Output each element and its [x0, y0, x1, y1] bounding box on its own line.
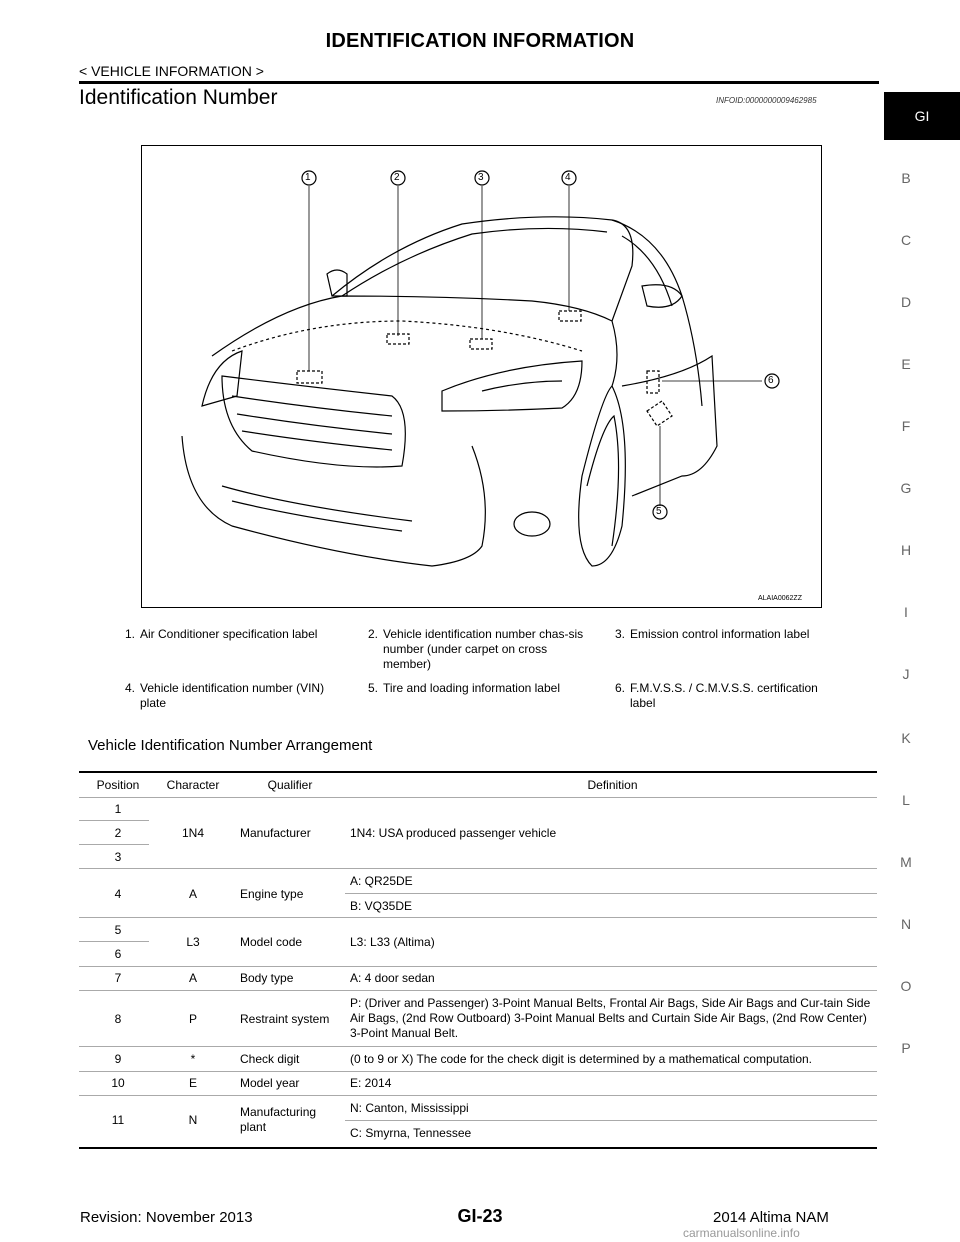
row-divider	[79, 917, 877, 918]
character-cell: A	[188, 887, 197, 901]
callout-6: 6	[768, 375, 774, 386]
character-cell: 1N4	[181, 826, 204, 840]
footer-model: 2014 Altima NAM	[713, 1209, 829, 1226]
row-divider	[345, 893, 877, 894]
definition-cell: L3: L33 (Altima)	[350, 935, 435, 949]
legend-item: 3. Emission control information label	[615, 627, 810, 641]
tab-gi[interactable]: GI	[884, 92, 960, 140]
footer-revision: Revision: November 2013	[80, 1209, 253, 1226]
callout-1: 1	[305, 172, 311, 183]
qualifier-cell: Restraint system	[240, 1012, 330, 1026]
definition-cell: A: QR25DE	[350, 874, 413, 888]
page-title: IDENTIFICATION INFORMATION	[325, 30, 635, 52]
col-header-qualifier: Qualifier	[267, 778, 313, 792]
callout-2: 2	[394, 172, 400, 183]
table-bottom-rule	[79, 1147, 877, 1149]
definition-cell: A: 4 door sedan	[350, 971, 435, 985]
definition-cell: B: VQ35DE	[350, 899, 413, 913]
row-divider	[79, 990, 877, 991]
position-cell: 5	[114, 923, 122, 937]
vehicle-diagram	[141, 145, 822, 608]
row-divider	[79, 966, 877, 967]
legend-item: 5. Tire and loading information label	[368, 681, 560, 695]
position-cell: 10	[111, 1076, 125, 1090]
qualifier-cell: Check digit	[240, 1052, 300, 1066]
tab-l[interactable]: L	[902, 792, 910, 808]
row-divider	[79, 820, 149, 821]
tab-b[interactable]: B	[901, 170, 911, 186]
character-cell: E	[188, 1076, 197, 1090]
row-divider	[79, 1095, 877, 1096]
character-cell: L3	[186, 935, 200, 949]
character-cell: A	[188, 971, 197, 985]
position-cell: 9	[114, 1052, 122, 1066]
definition-cell: 1N4: USA produced passenger vehicle	[350, 826, 557, 840]
qualifier-cell: Manufacturer	[240, 826, 311, 840]
row-divider	[79, 868, 877, 869]
col-header-character: Character	[166, 778, 220, 792]
position-cell: 11	[111, 1113, 125, 1127]
tab-j[interactable]: J	[902, 666, 910, 682]
position-cell: 3	[114, 850, 122, 864]
position-cell: 2	[114, 826, 122, 840]
callout-5: 5	[656, 506, 662, 517]
table-top-rule	[79, 771, 877, 773]
col-header-definition: Definition	[587, 778, 638, 792]
character-cell: N	[188, 1113, 198, 1127]
tab-m[interactable]: M	[900, 854, 912, 870]
breadcrumb: < VEHICLE INFORMATION >	[79, 63, 264, 79]
qualifier-cell: Model code	[240, 935, 303, 949]
definition-cell: (0 to 9 or X) The code for the check digit is determined by a mathematical computation.	[350, 1052, 813, 1066]
car-line-drawing	[142, 146, 821, 607]
row-divider	[79, 797, 877, 798]
row-divider	[79, 844, 149, 845]
tab-h[interactable]: H	[900, 542, 912, 558]
row-divider	[79, 1071, 877, 1072]
legend-item: 1. Air Conditioner specification label	[125, 627, 318, 641]
definition-cell: C: Smyrna, Tennessee	[350, 1126, 472, 1140]
legend-item: 4. Vehicle identification number (VIN) plate	[125, 681, 325, 710]
definition-cell: E: 2014	[350, 1076, 392, 1090]
tab-k[interactable]: K	[901, 730, 911, 746]
definition-cell: N: Canton, Mississippi	[350, 1101, 469, 1115]
definition-cell: P: (Driver and Passenger) 3-Point Manual Belts, Frontal Air Bags, Side Air Bags and Cur-tain Side Air Bags, (2nd Row Outboard) 3-Point Manual Belts and Curtain Side Air Bags, (2nd Row Center) 3-Point Manual Belt.	[350, 996, 871, 1040]
tab-o[interactable]: O	[900, 978, 912, 994]
character-cell: P	[188, 1012, 197, 1026]
legend-item: 6. F.M.V.S.S. / C.M.V.S.S. certification label	[615, 681, 818, 710]
qualifier-cell: Engine type	[240, 887, 304, 901]
callout-3: 3	[478, 172, 484, 183]
row-divider	[345, 1120, 877, 1121]
position-cell: 6	[114, 947, 122, 961]
character-cell: *	[190, 1052, 196, 1066]
tab-n[interactable]: N	[900, 916, 912, 932]
qualifier-cell: Body type	[240, 971, 294, 985]
position-cell: 4	[114, 887, 122, 901]
position-cell: 1	[114, 802, 122, 816]
footer-page-number: GI-23	[457, 1206, 503, 1226]
info-id: INFOID:0000000009462985	[716, 96, 817, 105]
tab-f[interactable]: F	[901, 418, 911, 434]
tab-e[interactable]: E	[901, 356, 911, 372]
tab-i[interactable]: I	[904, 604, 908, 620]
row-divider	[79, 941, 149, 942]
row-divider	[79, 1046, 877, 1047]
watermark: carmanualsonline.info	[683, 1226, 800, 1240]
tab-c[interactable]: C	[900, 232, 912, 248]
tab-d[interactable]: D	[900, 294, 912, 310]
tab-g[interactable]: G	[900, 480, 912, 496]
figure-code: ALAIA0062ZZ	[758, 595, 802, 602]
section-title: Identification Number	[79, 86, 278, 109]
callout-4: 4	[565, 172, 571, 183]
position-cell: 8	[114, 1012, 122, 1026]
arrangement-title: Vehicle Identification Number Arrangement	[88, 737, 373, 754]
position-cell: 7	[114, 971, 122, 985]
qualifier-cell: Manufacturing plant	[240, 1105, 317, 1134]
tab-p[interactable]: P	[901, 1040, 911, 1056]
qualifier-cell: Model year	[240, 1076, 300, 1090]
legend-item: 2. Vehicle identification number chas-sis number (under carpet on cross member)	[368, 627, 584, 671]
col-header-position: Position	[96, 778, 140, 792]
header-rule	[79, 81, 879, 84]
